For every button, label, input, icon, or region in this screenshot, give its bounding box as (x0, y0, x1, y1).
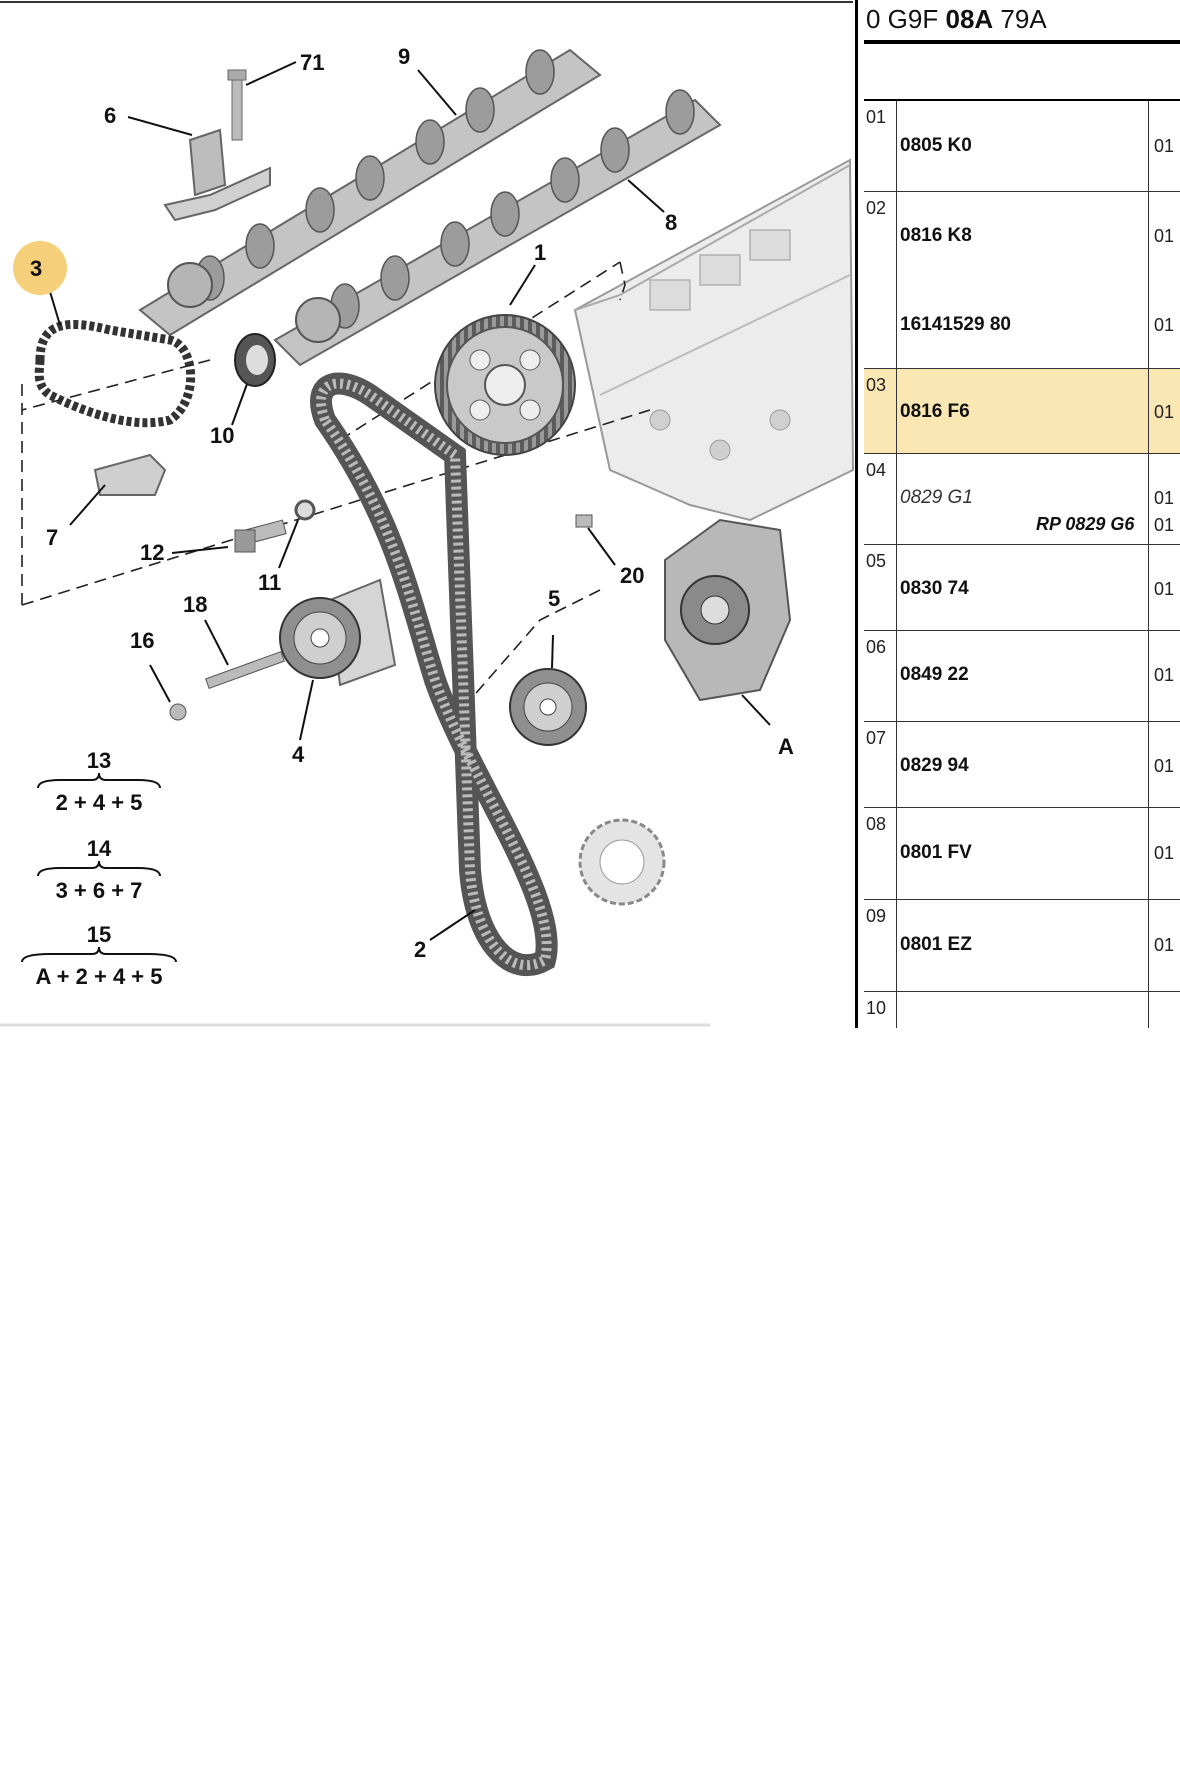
chain-guide-7-illustration (95, 455, 165, 495)
quantity: 01 (1154, 756, 1175, 776)
parts-reference-table (858, 0, 1180, 1028)
callout-6: 6 (104, 103, 117, 128)
row-number: 06 (866, 637, 887, 657)
table-row[interactable] (864, 992, 1180, 1028)
camshaft-pulley-1-illustration (435, 315, 575, 455)
formula-15-result: 15 (86, 922, 112, 947)
table-title (866, 4, 1047, 35)
quantity: 01 (1154, 226, 1175, 246)
formula-14-result: 14 (86, 836, 112, 861)
exploded-parts-diagram (0, 0, 855, 1030)
callout-9: 9 (398, 44, 411, 69)
title-rule (864, 40, 1180, 44)
callout-2: 2 (414, 937, 427, 962)
table-row-highlighted[interactable] (864, 369, 1180, 454)
table-row[interactable] (864, 631, 1180, 722)
chain-tensioner-6-illustration (165, 70, 270, 220)
row-number: 03 (866, 375, 887, 395)
callout-18: 18 (183, 592, 208, 617)
part-reference: 0801 FV (900, 842, 972, 863)
callout-a: A (778, 734, 794, 759)
table-row[interactable] (864, 454, 1180, 545)
part-reference: 0816 K8 (900, 225, 972, 246)
part-reference: 0829 94 (900, 755, 969, 776)
callout-10: 10 (210, 423, 235, 448)
row-number: 04 (866, 460, 887, 480)
title-bold: 08A (945, 4, 994, 34)
callout-8: 8 (665, 210, 678, 235)
part-reference: 0849 22 (900, 664, 969, 685)
table-row[interactable] (864, 722, 1180, 808)
callout-12: 12 (140, 540, 165, 565)
table-row[interactable] (864, 900, 1180, 992)
part-reference: 0805 K0 (900, 135, 972, 156)
formula-15-expression: A + 2 + 4 + 5 (35, 964, 163, 989)
table-row[interactable] (864, 101, 1180, 192)
part-reference-alt: 16141529 80 (900, 314, 1011, 335)
quantity-alt: 01 (1154, 515, 1175, 535)
quantity-alt: 01 (1154, 315, 1175, 335)
quantity: 01 (1154, 402, 1175, 422)
callout-7: 7 (46, 525, 59, 550)
quantity: 01 (1154, 665, 1175, 685)
row-number: 08 (866, 814, 887, 834)
row-number: 05 (866, 551, 887, 571)
part-reference: 0830 74 (900, 578, 969, 599)
table-row[interactable] (864, 192, 1180, 369)
quantity: 01 (1154, 579, 1175, 599)
crankshaft-sprocket-illustration (580, 820, 664, 904)
callout-3: 3 (30, 256, 43, 281)
leader-lines (48, 62, 770, 940)
title-suffix: 79A (993, 4, 1047, 34)
callout-5: 5 (548, 586, 561, 611)
formula-13-expression: 2 + 4 + 5 (55, 790, 143, 815)
quantity: 01 (1154, 136, 1175, 156)
part-reference: 0801 EZ (900, 934, 972, 955)
quantity: 01 (1154, 935, 1175, 955)
quantity: 01 (1154, 488, 1175, 508)
row-number: 02 (866, 198, 887, 218)
kit-formulas (22, 748, 176, 989)
idler-roller-5-illustration (510, 669, 586, 745)
cylinder-head-illustration (575, 160, 853, 520)
callout-4: 4 (292, 742, 305, 767)
row-number: 07 (866, 728, 887, 748)
part-reference: 0829 G1 (900, 487, 973, 508)
callout-20: 20 (620, 563, 645, 588)
quantity: 01 (1154, 843, 1175, 863)
callout-16: 16 (130, 628, 155, 653)
formula-14-expression: 3 + 6 + 7 (55, 878, 143, 903)
formula-13-result: 13 (86, 748, 112, 773)
table-row[interactable] (864, 545, 1180, 631)
callout-11: 11 (258, 570, 282, 595)
timing-chain-3-illustration (39, 324, 190, 422)
row-number: 01 (866, 107, 887, 127)
row-number: 09 (866, 906, 887, 926)
row-number: 10 (866, 998, 887, 1018)
table-row[interactable] (864, 808, 1180, 900)
tensioner-roller-4-illustration (280, 580, 395, 685)
replacement-reference: RP 0829 G6 (1036, 514, 1135, 534)
water-pump-a-illustration (665, 520, 790, 700)
callout-1: 1 (534, 240, 547, 265)
title-prefix: 0 G9F (866, 4, 946, 34)
oil-seal-10-illustration (235, 334, 275, 386)
part-reference: 0816 F6 (900, 401, 970, 422)
callout-71: 71 (300, 50, 325, 75)
